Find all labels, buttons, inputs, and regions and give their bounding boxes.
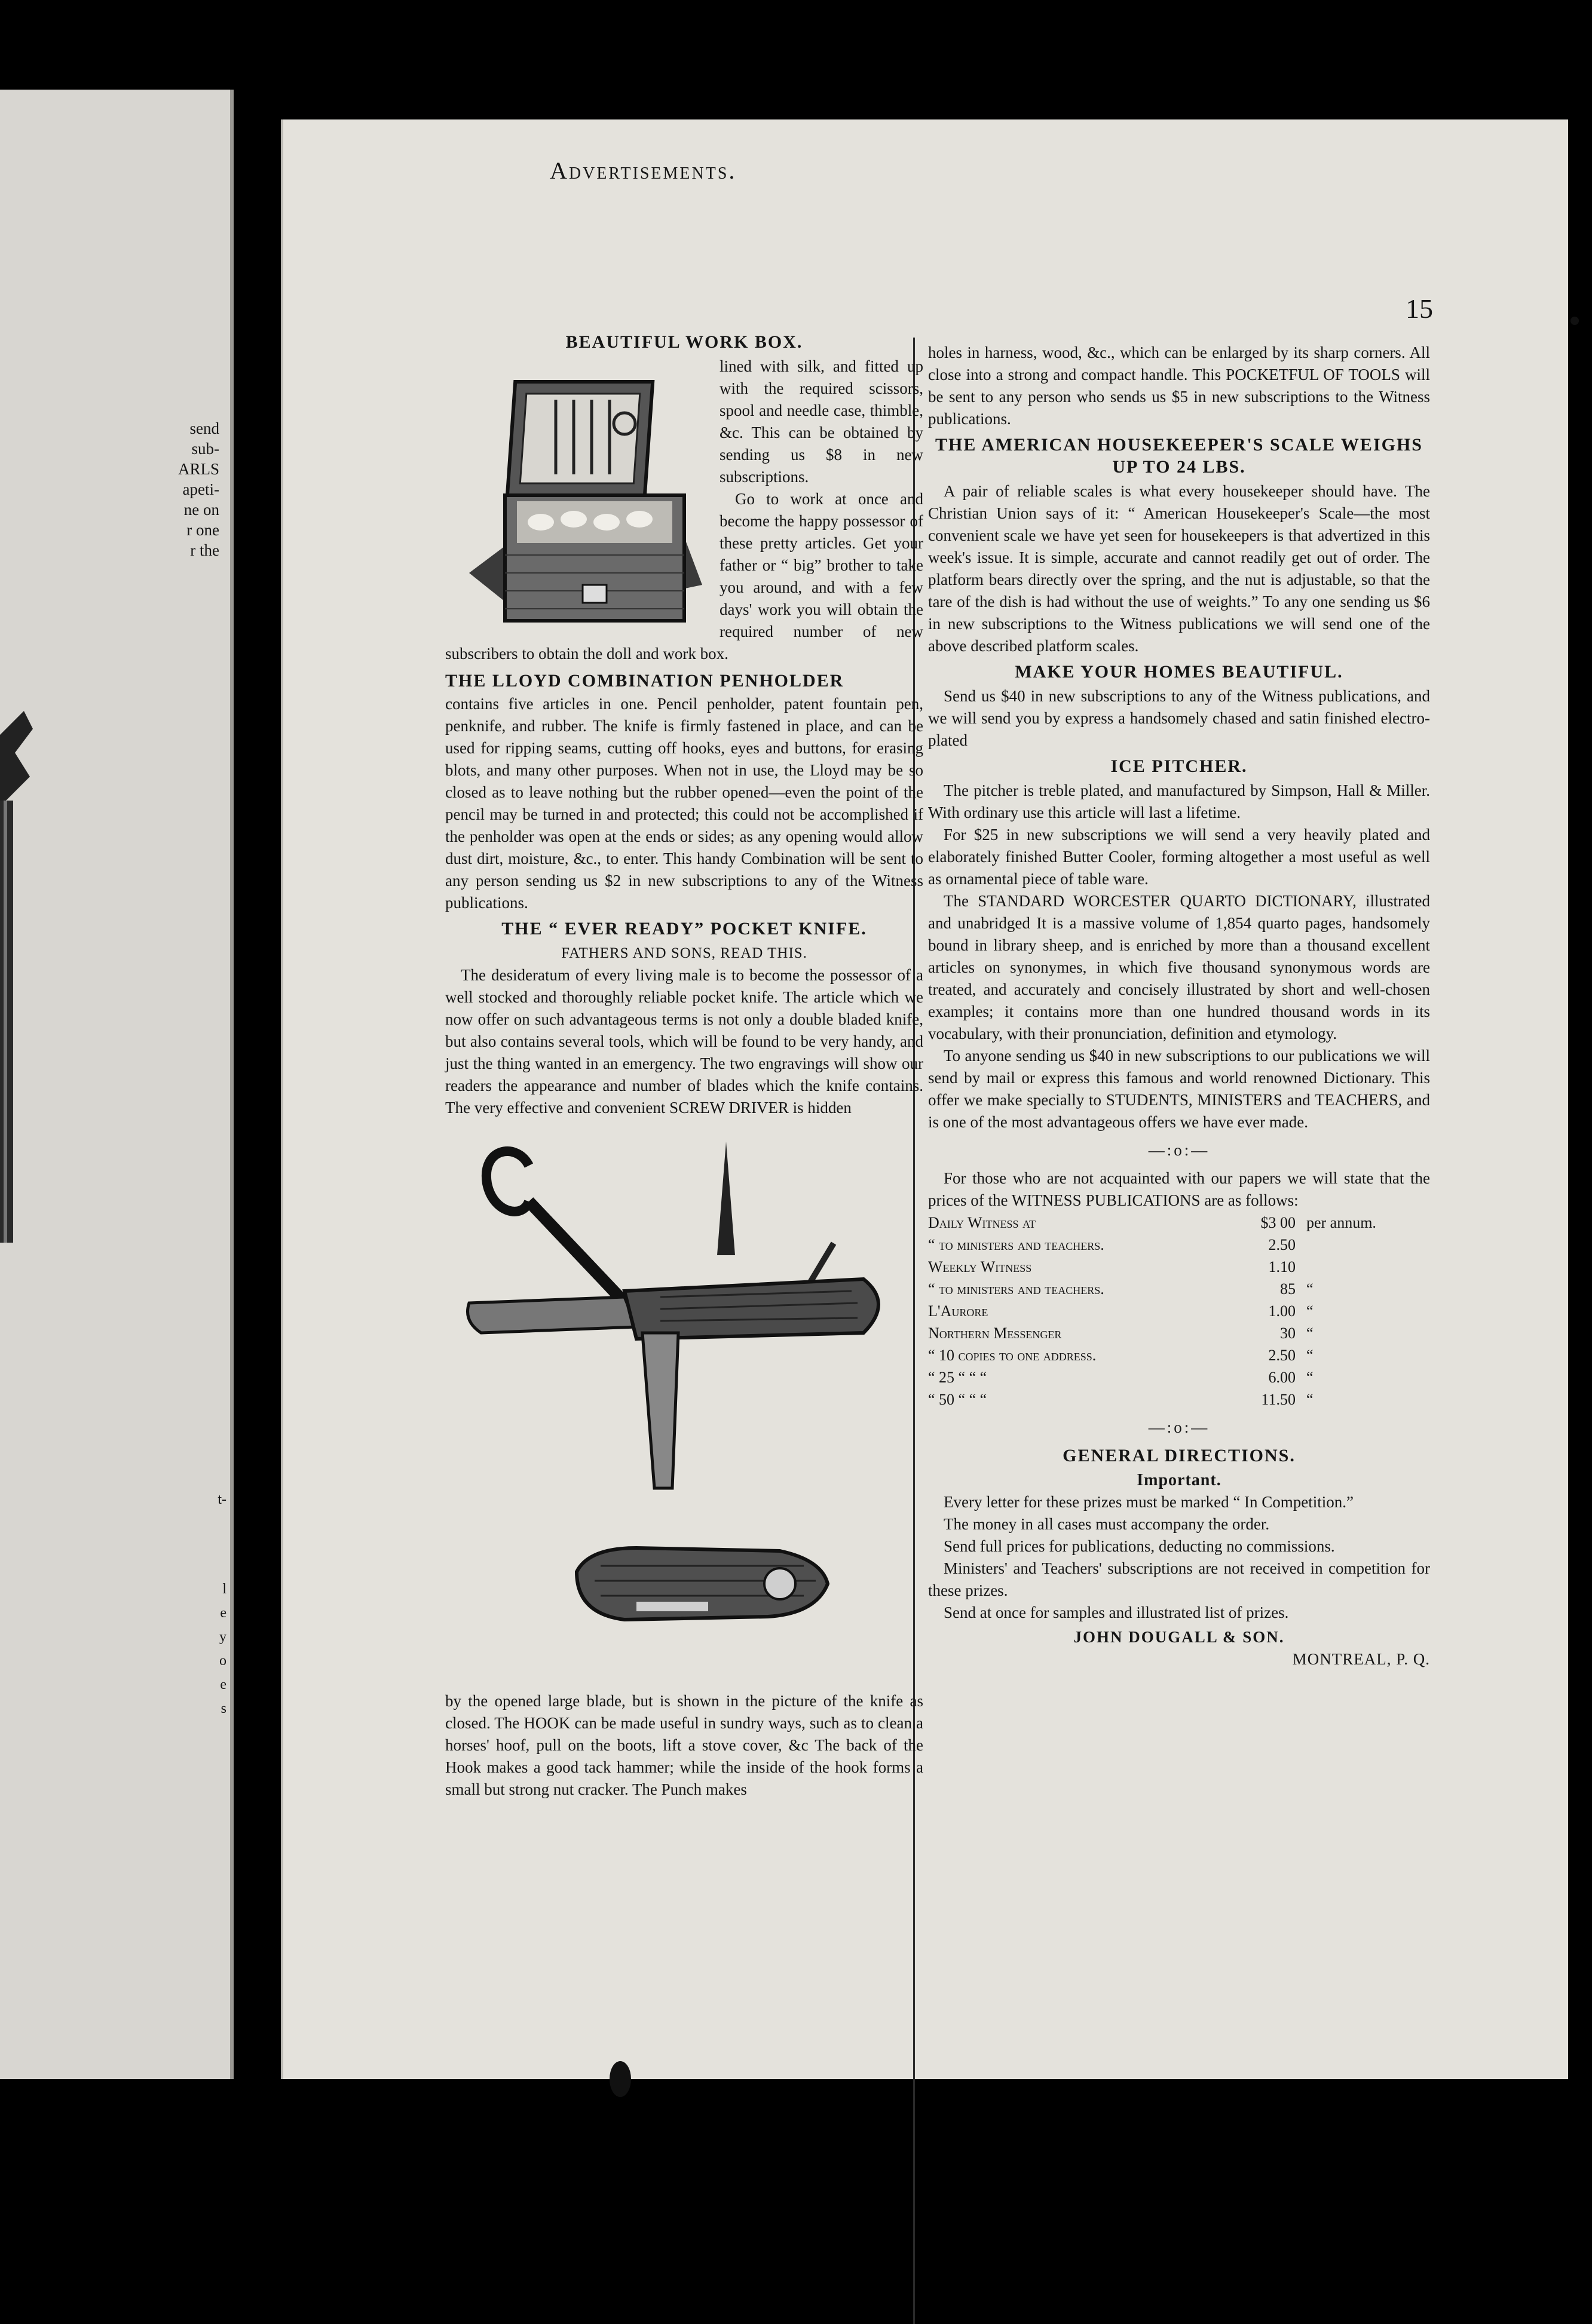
- ice-pitcher-title: ICE PITCHER.: [1110, 756, 1248, 776]
- facing-page-marks: [218, 1488, 226, 1721]
- price-label: “ 10 copies to one address.: [928, 1347, 1097, 1364]
- edge-mark: t-: [218, 1492, 226, 1507]
- edge-mark: o: [219, 1653, 226, 1669]
- facing-page: [0, 90, 234, 2079]
- price-label: Northern Messenger: [928, 1325, 1062, 1342]
- price-row: [928, 1366, 1430, 1388]
- butter-cooler-text: For $25 in new subscriptions we will send a very heavily plated and elaborately finished Butter Cooler, forming altogether a most useful as well as ornamental piece of table ware.: [928, 826, 1430, 888]
- pocket-knife-subtitle: FATHERS AND SONS, READ THIS.: [561, 945, 807, 961]
- price-label: Daily Witness at: [928, 1214, 1036, 1231]
- price-label: “ 25 “ “ “: [928, 1369, 987, 1386]
- direction-line: Ministers' and Teachers' subscriptions are not received in competition for these prizes.: [928, 1559, 1430, 1599]
- penholder-title: THE LLOYD COMBINATION PENHOLDER: [445, 671, 844, 691]
- edge-line: ARLS: [177, 460, 219, 478]
- edge-mark: y: [219, 1629, 226, 1645]
- dictionary-text: The STANDARD WORCESTER QUARTO DICTIONARY, illustrated and unabridged It is a massive volume of 1,854 quarto pages, handsomely bound in library sheep, and is enriched by more than a thousand excellent articles on synonymes, in which five thousand synonymous words are treated, and accurately and concisely illustrated by short and well-chosen examples; it contains more than one hundred thousand words in its vocabulary, with their pronunciation, definition and etymology.: [928, 892, 1430, 1043]
- edge-line: sub-: [191, 440, 219, 458]
- scan-mark: [1570, 317, 1579, 325]
- pocket-knife-text: by the opened large blade, but is shown in the picture of the knife as closed. The HOOK can be made useful in sundry ways, such as to clean a horses' hoof, pull on the boots, lift a stove cover, &c The back of the Hook makes a good tack hammer; while the inside of the hook forms a small but strong nut cracker. The Punch makes: [445, 1692, 923, 1798]
- separator: —:o:—: [1148, 1418, 1210, 1436]
- price-unit: [1302, 1256, 1430, 1278]
- price-unit: “: [1306, 1302, 1314, 1320]
- price-value: 2.50: [1268, 1347, 1296, 1364]
- homes-text: Send us $40 in new subscriptions to any of the Witness publications, and we will send you by express a handsomely chased and satin finished electro-plated: [928, 687, 1430, 749]
- price-value: 1.10: [1268, 1258, 1296, 1276]
- facing-page-text: [178, 418, 219, 560]
- pocket-knife-title: THE “ EVER READY” POCKET KNIFE.: [501, 919, 867, 939]
- price-unit: “: [1306, 1280, 1314, 1298]
- price-row: [928, 1322, 1430, 1344]
- edge-mark: s: [221, 1701, 226, 1716]
- price-unit: “: [1306, 1369, 1314, 1386]
- work-box-illustration: [445, 358, 711, 639]
- pocket-knife-illustration: [445, 1130, 923, 1679]
- price-value: 6.00: [1268, 1369, 1296, 1386]
- separator: —:o:—: [1148, 1141, 1210, 1159]
- ice-pitcher-text: The pitcher is treble plated, and manufactured by Simpson, Hall & Miller. With ordinary use this article will last a lifetime.: [928, 781, 1430, 821]
- spacer: [218, 1511, 226, 1577]
- right-column: [928, 342, 1430, 1670]
- edge-line: r the: [190, 541, 219, 559]
- price-unit: [1302, 1234, 1430, 1256]
- price-label: “ 50 “ “ “: [928, 1391, 987, 1408]
- price-table: [928, 1212, 1430, 1411]
- price-label: “ to ministers and teachers.: [928, 1280, 1104, 1298]
- edge-line: r one: [186, 521, 219, 539]
- signature: JOHN DOUGALL & SON.: [1073, 1628, 1285, 1646]
- direction-line: The money in all cases must accompany the order.: [944, 1515, 1270, 1533]
- directions-subtitle: Important.: [1137, 1471, 1221, 1489]
- price-row: [928, 1256, 1430, 1278]
- edge-line: send: [189, 419, 219, 437]
- pocket-knife-text-continued: holes in harness, wood, &c., which can be enlarged by its sharp corners. All close into a strong and compact handle. This POCKETFUL OF TOOLS will be sent to any person who sends us $5 in new subscriptions to the Witness publications.: [928, 344, 1430, 428]
- direction-line: Every letter for these prizes must be marked “ In Competition.”: [944, 1493, 1354, 1511]
- dictionary-offer: To anyone sending us $40 in new subscriptions to our publications we will send by mail or express this famous and world renowned Dictionary. This offer we make specially to STUDENTS, MINISTERS and TEACHERS, and is one of the most advantageous offers we have ever made.: [928, 1047, 1430, 1131]
- page-number: 15: [1406, 293, 1433, 324]
- work-box-text: Go to work at once and become the happy possessor of these pretty articles. Get your father or “ big” brother to take you around, and with a few days' work you will obtain the required number of new subscribers to obtain the doll and work box.: [445, 490, 923, 663]
- price-unit: “: [1306, 1347, 1314, 1364]
- price-value: 11.50: [1261, 1391, 1296, 1408]
- direction-line: Send full prices for publications, deducting no commissions.: [944, 1537, 1335, 1555]
- price-value: 1.00: [1268, 1302, 1296, 1320]
- scan-mark: [610, 2061, 631, 2097]
- price-unit: “: [1306, 1325, 1314, 1342]
- running-head: [550, 157, 736, 185]
- work-box-title: BEAUTIFUL WORK BOX.: [565, 332, 803, 352]
- price-row: [928, 1344, 1430, 1366]
- work-box-text: lined with silk, and fitted up with the required scissors, spool and needle case, thimble, &c. This can be obtained by sending us $8 in new subscriptions.: [720, 357, 923, 486]
- price-unit: “: [1306, 1391, 1314, 1408]
- edge-mark: e: [220, 1677, 226, 1693]
- price-row: [928, 1212, 1430, 1234]
- edge-line: ne on: [183, 501, 219, 519]
- price-label: L'Aurore: [928, 1302, 988, 1320]
- left-column: [445, 327, 923, 1801]
- price-label: Weekly Witness: [928, 1258, 1032, 1276]
- price-value: 30: [1279, 1325, 1296, 1342]
- price-row: [928, 1388, 1430, 1411]
- homes-title: MAKE YOUR HOMES BEAUTIFUL.: [1015, 662, 1343, 682]
- price-unit: per annum.: [1306, 1214, 1376, 1231]
- price-value: 2.50: [1268, 1236, 1296, 1253]
- price-value: $3 00: [1260, 1214, 1296, 1231]
- price-row: [928, 1278, 1430, 1300]
- price-label: “ to ministers and teachers.: [928, 1236, 1104, 1253]
- prices-intro: For those who are not acquainted with our papers we will state that the prices of the WITNESS PUBLICATIONS are as follows:: [928, 1169, 1430, 1209]
- edge-line: apeti-: [182, 480, 219, 498]
- scale-text: A pair of reliable scales is what every housekeeper should have. The Christian Union says of it: “ American Housekeeper's Scale—the most convenient scale we have yet seen for housekeepers is that advertized in this week's issue. It is simple, accurate and cannot readily get out of order. The platform bears directly over the spring, and the nut is adjustable, so that the tare of the dish is had without the use of weights.” To any one sending us $6 in new subscriptions to the Witness publications we will send one of the above described platform scales.: [928, 482, 1430, 655]
- saw-illustration: [0, 711, 42, 1249]
- running-head-text: Advertisements.: [550, 157, 737, 184]
- price-row: [928, 1300, 1430, 1322]
- price-value: 85: [1279, 1280, 1296, 1298]
- pocket-knife-text: The desideratum of every living male is to become the possessor of a well stocked and thoroughly reliable pocket knife. The article which we now offer on such advantageous terms is not only a double bladed knife, but also contains several tools, which will be found to be very handy, and just the thing wanted in an emergency. The two engravings will show our readers the appearance and number of blades which the knife contains. The very effective and convenient SCREW DRIVER is hidden: [445, 966, 923, 1117]
- directions-title: GENERAL DIRECTIONS.: [1063, 1446, 1296, 1465]
- scale-title: THE AMERICAN HOUSEKEEPER'S SCALE WEIGHS UP TO 24 LBS.: [935, 435, 1423, 477]
- direction-line: Send at once for samples and illustrated list of prizes.: [944, 1604, 1289, 1621]
- penholder-text: contains five articles in one. Pencil penholder, patent fountain pen, penknife, and rubber. The knife is firmly fastened in place, and can be used for ripping seams, cutting off hooks, eyes and buttons, for erasing blots, and many other purposes. When not in use, the Lloyd may be so closed as to leave nothing but the rubber opened—even the point of the pencil may be turned in and protected; this could not be accomplished if the penholder was open at the ends or sides; as any opening would allow dust dirt, moisture, &c., to enter. This handy Combination will be sent to any person sending us $2 in new subscriptions to any of the Witness publications.: [445, 695, 923, 912]
- price-row: [928, 1234, 1430, 1256]
- price-table-body: [928, 1212, 1430, 1411]
- place: MONTREAL, P. Q.: [1292, 1650, 1430, 1668]
- edge-mark: l: [222, 1581, 226, 1597]
- edge-mark: e: [220, 1605, 226, 1621]
